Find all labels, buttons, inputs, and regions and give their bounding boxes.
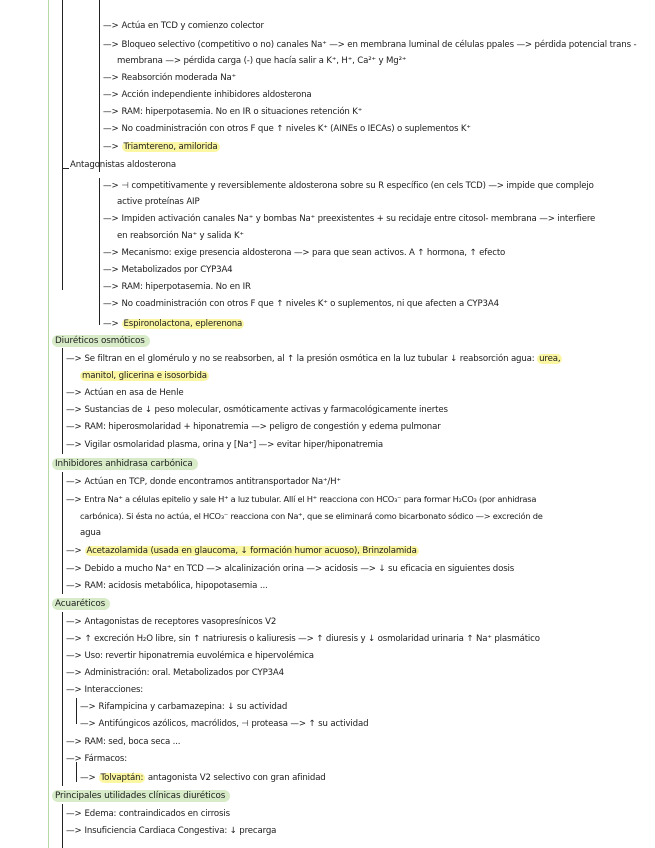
tree-line-level1-b <box>62 348 63 454</box>
category-heading: Diuréticos osmóticos <box>52 335 150 347</box>
arrow-icon: —> <box>66 546 82 556</box>
arrow-icon: —> <box>103 124 119 134</box>
note-line: —> Administración: oral. Metabolizados por CYP3A4 <box>66 668 284 678</box>
note-line: —> Se filtran en el glomérulo y no se reabsorben, al ↑ la presión osmótica en la luz tubular ↓ reabsorción agua: urea, <box>66 354 561 364</box>
note-line-continuation: en reabsorción Na⁺ y salida K⁺ <box>117 231 244 241</box>
note-line: —> Reabsorción moderada Na⁺ <box>103 73 236 83</box>
tree-line-level1-c <box>62 472 63 594</box>
note-line-continuation: active proteínas AIP <box>117 197 200 207</box>
note-line: —> Actúa en TCD y comienzo colector <box>103 21 264 31</box>
arrow-icon: —> <box>80 702 96 712</box>
arrow-icon: —> <box>66 634 82 644</box>
note-line-continuation: agua <box>80 528 101 538</box>
note-line: —> Rifampicina y carbamazepina: ↓ su actividad <box>80 702 288 712</box>
arrow-icon: —> <box>103 21 119 31</box>
arrow-icon: —> <box>103 181 119 191</box>
note-line <box>103 141 220 153</box>
note-line: —> Tolvaptán: antagonista V2 selectivo con gran afinidad <box>80 773 326 783</box>
category-spine <box>48 0 49 848</box>
tree-line-level2-d <box>76 762 77 782</box>
arrow-icon: —> <box>66 809 82 819</box>
note-line: —> Bloqueo selectivo (competitivo o no) canales Na⁺ —> en membrana luminal de células ppales —> pérdida potencial trans - <box>103 40 637 50</box>
note-line: —> Antagonistas de receptores vasopresínicos V2 <box>66 617 277 627</box>
arrow-icon: —> <box>66 495 82 505</box>
tree-line-level2-b <box>99 178 100 325</box>
note-line: —> Acción independiente inhibidores aldosterona <box>103 90 312 100</box>
arrow-icon: —> <box>66 651 82 661</box>
note-line: —> Vigilar osmolaridad plasma, orina y [Na⁺] —> evitar hiper/hiponatremia <box>66 440 383 450</box>
tree-line-level2-c <box>76 698 77 724</box>
note-line-continuation: membrana —> pérdida carga (-) que hacía salir a K⁺, H⁺, Ca²⁺ y Mg²⁺ <box>117 56 407 66</box>
arrow-icon: —> <box>66 737 82 747</box>
arrow-icon: —> <box>66 617 82 627</box>
arrow-icon: —> <box>103 107 119 117</box>
arrow-icon: —> <box>103 90 119 100</box>
arrow-icon: —> <box>66 668 82 678</box>
note-line: —> Actúan en TCP, donde encontramos antitransportador Na⁺/H⁺ <box>66 477 341 487</box>
arrow-icon: —> <box>80 773 96 783</box>
category-heading: Inhibidores anhidrasa carbónica <box>52 458 198 470</box>
arrow-icon: —> <box>66 826 82 836</box>
note-line: —> RAM: hiperpotasemia. No en IR <box>103 282 251 292</box>
tree-line-level2-a <box>99 0 100 172</box>
arrow-icon: —> <box>103 40 119 50</box>
note-line <box>66 545 419 557</box>
note-line: —> RAM: sed, boca seca ... <box>66 737 181 747</box>
note-line: —> Mecanismo: exige presencia aldosterona —> para que sean activos. A ↑ hormona, ↑ efecto <box>103 248 506 258</box>
arrow-icon: —> <box>66 388 82 398</box>
tree-line-level1-e <box>62 804 63 848</box>
tree-line-level1-a <box>62 0 63 290</box>
arrow-icon: —> <box>103 265 119 275</box>
arrow-icon: —> <box>66 685 82 695</box>
highlighted-drugs: Tolvaptán: <box>100 773 144 783</box>
arrow-icon: —> <box>103 319 119 329</box>
highlighted-drugs: Acetazolamida (usada en glaucoma, ↓ formación humor acuoso), Brinzolamida <box>86 546 417 556</box>
tree-line-level1-d <box>62 612 63 786</box>
note-line: —> Edema: contraindicados en cirrosis <box>66 809 230 819</box>
note-line <box>103 318 244 330</box>
note-line: —> RAM: acidosis metabólica, hipopotasemia ... <box>66 581 268 591</box>
highlighted-drugs: urea, <box>539 354 561 364</box>
arrow-icon: —> <box>80 719 96 729</box>
note-line: —> ⊣ competitivamente y reversiblemente aldosterona sobre su R específico (en cels TCD) —> impide que complejo <box>103 181 594 191</box>
arrow-icon: —> <box>66 405 82 415</box>
note-line: —> Debido a mucho Na⁺ en TCD —> alcalinización orina —> acidosis —> ↓ su eficacia en siguientes dosis <box>66 564 515 574</box>
note-line: —> Actúan en asa de Henle <box>66 388 184 398</box>
arrow-icon: —> <box>66 354 82 364</box>
arrow-icon: —> <box>103 73 119 83</box>
note-line-continuation <box>80 370 209 382</box>
note-line: —> No coadministración con otros F que ↑ niveles K⁺ o suplementos, ni que afecten a CYP3A4 <box>103 299 499 309</box>
highlighted-drugs: manitol, glicerina e isosorbida <box>82 371 207 381</box>
note-line: —> Metabolizados por CYP3A4 <box>103 265 233 275</box>
category-heading: Acuaréticos <box>52 598 110 610</box>
note-line: —> Impiden activación canales Na⁺ y bombas Na⁺ preexistentes + su recidaje entre citosol- membrana —> interfiere <box>103 214 596 224</box>
note-line-continuation: carbónica). Si ésta no actúa, el HCO₃⁻ reacciona con Na⁺, que se eliminará como bicarbonato sódico —> excreción de <box>80 511 543 521</box>
note-line: —> ↑ excreción H₂O libre, sin ↑ natriuresis o kaliuresis —> ↑ diuresis y ↓ osmolaridad urinaria ↑ Na⁺ plasmático <box>66 634 540 644</box>
note-line: —> Entra Na⁺ a células epitelio y sale H⁺ a luz tubular. Allí el H⁺ reacciona con HCO₃⁻ para formar H₂CO₃ (por anhidrasa <box>66 494 537 505</box>
note-line: —> No coadministración con otros F que ↑ niveles K⁺ (AINEs o IECAs) o suplementos K⁺ <box>103 124 471 134</box>
arrow-icon: —> <box>66 581 82 591</box>
highlighted-drugs: Espironolactona, eplerenona <box>123 319 243 329</box>
arrow-icon: —> <box>66 564 82 574</box>
note-line: —> RAM: hiperpotasemia. No en IR o situaciones retención K⁺ <box>103 107 363 117</box>
tree-elbow <box>62 162 69 169</box>
arrow-icon: —> <box>66 422 82 432</box>
arrow-icon: —> <box>103 214 119 224</box>
arrow-icon: —> <box>66 477 82 487</box>
arrow-icon: —> <box>103 142 119 152</box>
arrow-icon: —> <box>66 754 82 764</box>
subheading: Antagonistas aldosterona <box>70 160 177 170</box>
note-line: —> Insuficiencia Cardiaca Congestiva: ↓ precarga <box>66 826 277 836</box>
note-line: —> Antifúngicos azólicos, macrólidos, ⊣ proteasa —> ↑ su actividad <box>80 719 369 729</box>
highlighted-drugs: Triamtereno, amilorida <box>123 142 218 152</box>
arrow-icon: —> <box>103 299 119 309</box>
note-line: —> Fármacos: <box>66 754 127 764</box>
arrow-icon: —> <box>103 248 119 258</box>
note-line: —> RAM: hiperosmolaridad + hiponatremia —> peligro de congestión y edema pulmonar <box>66 422 441 432</box>
note-line: —> Interacciones: <box>66 685 144 695</box>
note-line: —> Sustancias de ↓ peso molecular, osmóticamente activas y farmacológicamente inertes <box>66 405 448 415</box>
arrow-icon: —> <box>103 282 119 292</box>
category-heading: Principales utilidades clínicas diuréticos <box>52 790 230 802</box>
note-line: —> Uso: revertir hiponatremia euvolémica e hipervolémica <box>66 651 314 661</box>
arrow-icon: —> <box>66 440 82 450</box>
